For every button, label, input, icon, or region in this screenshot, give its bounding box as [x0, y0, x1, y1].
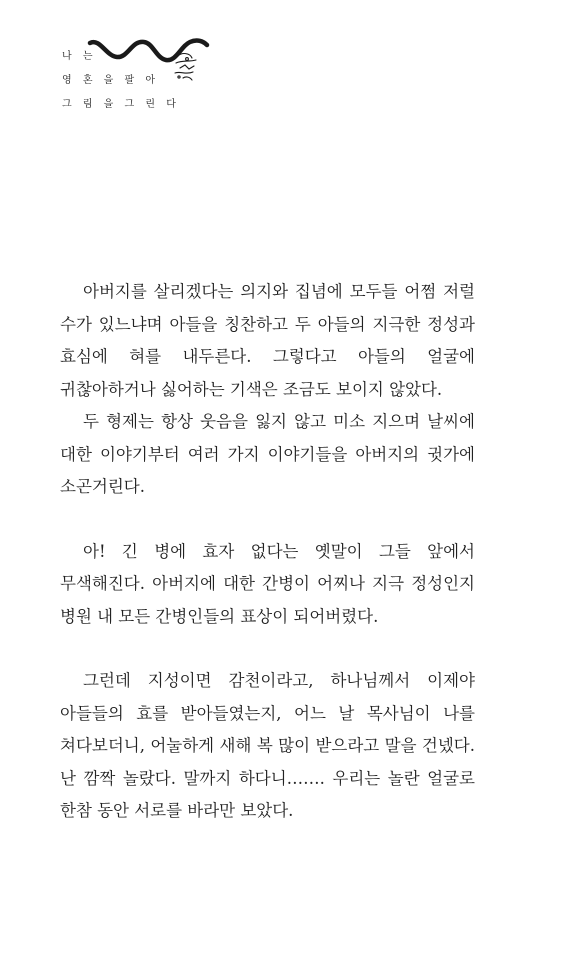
header-title-line-3: 그 림 을 그 린 다: [62, 99, 180, 110]
brush-stroke-logo-icon: [86, 30, 226, 90]
header-title-line-2: 영 혼 을 팔 아: [62, 75, 160, 86]
book-header: [0, 0, 580, 120]
body-text: [60, 276, 475, 828]
paragraph-1: 아버지를 살리겠다는 의지와 집념에 모두들 어쩜 저럴 수가 있느냐며 아들을 칭찬하고 두 아들의 지극한 정성과 효심에 혀를 내두른다. 그렇다고 아들의 얼굴에 귀찮아하거나 싫어하는 기색은 조금도 보이지 않았다.: [60, 282, 475, 399]
header-title-line-1: 나 는: [62, 51, 97, 62]
paragraph-2: 두 형제는 항상 웃음을 잃지 않고 미소 지으며 날씨에 대한 이야기부터 여러 가지 이야기들을 아버지의 귓가에 소곤거린다.: [60, 412, 475, 496]
paragraph-4: 그런데 지성이면 감천이라고, 하나님께서 이제야 아들들의 효를 받아들였는지, 어느 날 목사님이 나를 쳐다보더니, 어눌하게 새해 복 많이 받으라고 말을 건넸다. 난 깜짝 놀랐다. 말까지 하다니……. 우리는 놀란 얼굴로 한참 동안 서로를 바라만 보았다.: [60, 671, 475, 820]
paragraph-3: 아! 긴 병에 효자 없다는 옛말이 그들 앞에서 무색해진다. 아버지에 대한 간병이 어찌나 지극 정성인지 병원 내 모든 간병인들의 표상이 되어버렸다.: [60, 541, 475, 626]
